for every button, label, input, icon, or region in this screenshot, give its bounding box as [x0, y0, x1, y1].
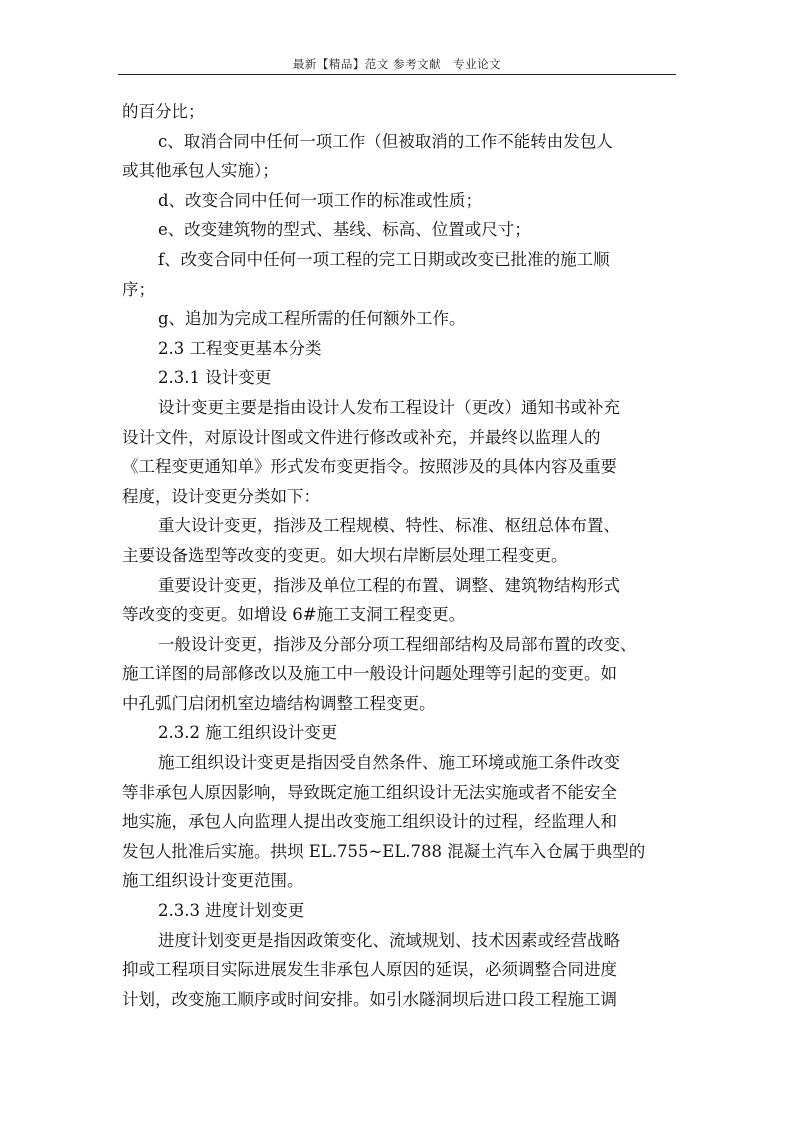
document-body [122, 97, 682, 1014]
text-line: 等改变的变更。如增设 6#施工支洞工程变更。 [122, 605, 466, 625]
text-line: d、改变合同中任何一项工作的标准或性质； [158, 190, 483, 210]
section-heading: 2.3 工程变更基本分类 [158, 338, 322, 358]
text-line: 计划，改变施工顺序或时间安排。如引水隧洞坝后进口段工程施工调 [122, 989, 617, 1009]
text-line: 发包人批准后实施。拱坝 EL.755~EL.788 混凝土汽车入仓属于典型的 [122, 841, 646, 861]
text-line: 地实施，承包人向监理人提出改变施工组织设计的过程，经监理人和 [122, 812, 617, 832]
text-line: 序； [122, 279, 155, 299]
text-line: 《工程变更通知单》形式发布变更指令。按照涉及的具体内容及重要 [122, 457, 617, 477]
text-line: 施工详图的局部修改以及施工中一般设计问题处理等引起的变更。如 [122, 664, 617, 684]
text-line: 施工组织设计变更是指因受自然条件、施工环境或施工条件改变 [158, 753, 620, 773]
text-line: 等非承包人原因影响，导致既定施工组织设计无法实施或者不能安全 [122, 782, 617, 802]
text-line: 施工组织设计变更范围。 [122, 871, 304, 891]
text-line: 的百分比； [122, 102, 205, 121]
text-line: 中孔弧门启闭机室边墙结构调整工程变更。 [122, 693, 436, 713]
page-header: 最新【精品】范文 参考文献 专业论文 [118, 57, 676, 75]
text-line: 重要设计变更，指涉及单位工程的布置、调整、建筑物结构形式 [158, 575, 620, 595]
text-line: 抑或工程项目实际进展发生非承包人原因的延误，必须调整合同进度 [122, 960, 617, 980]
text-line: 设计变更主要是指由设计人发布工程设计（更改）通知书或补充 [158, 397, 620, 417]
text-line: 一般设计变更，指涉及分部分项工程细部结构及局部布置的改变、 [158, 634, 637, 654]
text-line: f、改变合同中任何一项工程的完工日期或改变已批准的施工顺 [158, 249, 610, 269]
text-line: 进度计划变更是指因政策变化、流域规划、技术因素或经营战略 [158, 930, 620, 950]
text-line: 设计文件，对原设计图或文件进行修改或补充，并最终以监理人的 [122, 427, 601, 447]
text-line: 或其他承包人实施）； [122, 161, 279, 181]
text-line: 程度，设计变更分类如下： [122, 486, 320, 506]
text-line: g、追加为完成工程所需的任何额外工作。 [158, 309, 466, 329]
text-line: 重大设计变更，指涉及工程规模、特性、标准、枢纽总体布置、 [158, 516, 620, 536]
section-heading: 2.3.3 进度计划变更 [158, 901, 305, 921]
section-heading: 2.3.1 设计变更 [158, 368, 272, 388]
text-line: 主要设备选型等改变的变更。如大坝右岸断层处理工程变更。 [122, 545, 568, 565]
text-line: c、取消合同中任何一项工作（但被取消的工作不能转由发包人 [158, 131, 613, 151]
text-line: e、改变建筑物的型式、基线、标高、位置或尺寸； [158, 220, 531, 240]
section-heading: 2.3.2 施工组织设计变更 [158, 723, 338, 743]
